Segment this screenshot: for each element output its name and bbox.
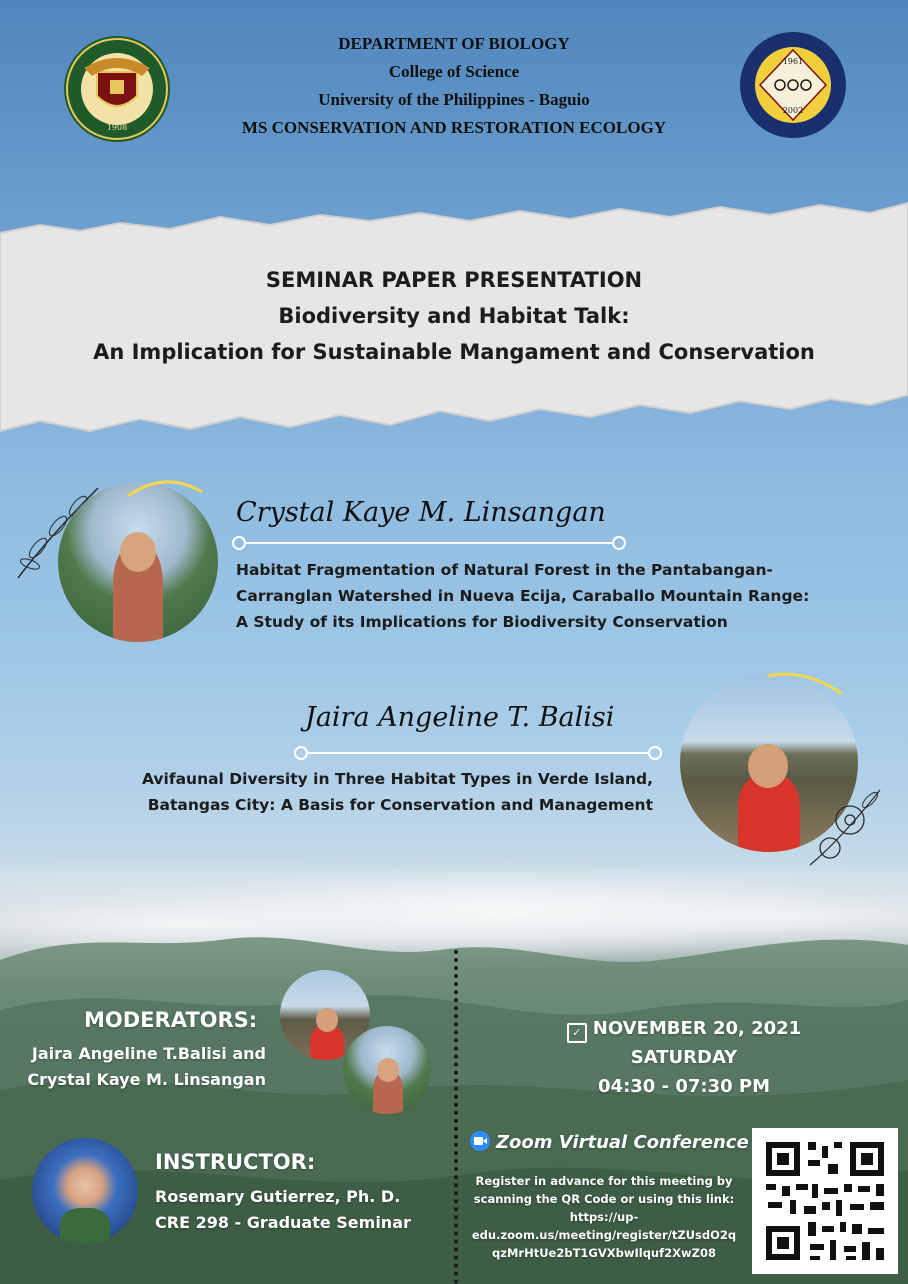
zoom-label: Zoom Virtual Conference (496, 1132, 749, 1153)
event-date: NOVEMBER 20, 2021 (592, 1018, 802, 1039)
seminar-subtitle-1: Biodiversity and Habitat Talk: (278, 304, 630, 328)
moderators-names (18, 1041, 266, 1093)
flower-decoration-icon (800, 770, 890, 870)
college-name: College of Science (388, 62, 520, 81)
accent-arc (760, 668, 850, 698)
instructor-photo (32, 1138, 138, 1244)
event-day: SATURDAY (630, 1047, 738, 1068)
zoom-icon (470, 1131, 490, 1151)
instructor-course: CRE 298 - Graduate Seminar (155, 1213, 411, 1232)
presenter-topic-jaira (100, 766, 653, 818)
seal-year-bottom: 2002 (782, 106, 804, 115)
department-name: DEPARTMENT OF BIOLOGY (338, 34, 570, 53)
presenter-name-crystal: Crystal Kaye M. Linsangan (236, 497, 606, 528)
university-name: University of the Philippines - Baguio (318, 90, 590, 109)
up-seal-logo (62, 34, 172, 144)
presenter-photo-crystal (58, 482, 218, 642)
up-baguio-cs-seal-logo (738, 30, 848, 140)
vertical-divider (454, 950, 458, 1284)
seal-year-top: 1961 (782, 57, 804, 66)
register-link[interactable]: https://up- (569, 1210, 639, 1224)
topic-line: Avifaunal Diversity in Three Habitat Types in Verde Island, (141, 770, 653, 788)
calendar-icon: ✓ (567, 1023, 587, 1043)
instructor-label: INSTRUCTOR: (155, 1150, 316, 1174)
moderator-line: Crystal Kaye M. Linsangan (27, 1070, 266, 1089)
zoom-register-text (460, 1172, 748, 1262)
moderator-line: Jaira Angeline T.Balisi and (31, 1044, 266, 1063)
name-underline (230, 534, 628, 552)
seminar-title: SEMINAR PAPER PRESENTATION (265, 268, 643, 292)
presenter-name-jaira: Jaira Angeline T. Balisi (305, 702, 615, 733)
up-seal-year: 1908 (106, 123, 128, 132)
schedule-date-row (470, 1014, 898, 1043)
register-link[interactable]: edu.zoom.us/meeting/register/tZUsdO2q (471, 1228, 737, 1242)
register-line: scanning the QR Code or using this link: (473, 1192, 735, 1206)
event-time: 04:30 - 07:30 PM (598, 1076, 770, 1097)
presenter-topic-crystal (236, 557, 809, 635)
name-underline (292, 744, 664, 762)
seminar-subtitle-2: An Implication for Sustainable Mangament and Conservation (93, 340, 815, 364)
register-link[interactable]: qzMrHtUe2bT1GVXbwIlquf2XwZ08 (492, 1246, 716, 1260)
topic-line: Carranglan Watershed in Nueva Ecija, Caraballo Mountain Range: (236, 587, 810, 605)
instructor-name: Rosemary Gutierrez, Ph. D. (155, 1187, 401, 1206)
seminar-title-block (0, 262, 908, 370)
program-name: MS CONSERVATION AND RESTORATION ECOLOGY (241, 118, 667, 137)
qr-code[interactable] (752, 1128, 898, 1274)
topic-line: Batangas City: A Basis for Conservation and Management (147, 796, 653, 814)
register-line: Register in advance for this meeting by (475, 1174, 733, 1188)
moderator-photo-crystal (343, 1026, 431, 1114)
instructor-details (155, 1184, 411, 1236)
accent-arc (120, 470, 210, 500)
topic-line: A Study of its Implications for Biodiversity Conservation (236, 613, 728, 631)
schedule-block (470, 1014, 898, 1101)
zoom-row (470, 1131, 749, 1153)
topic-line: Habitat Fragmentation of Natural Forest in the Pantabangan- (236, 561, 773, 579)
moderators-label: MODERATORS: (84, 1008, 258, 1032)
